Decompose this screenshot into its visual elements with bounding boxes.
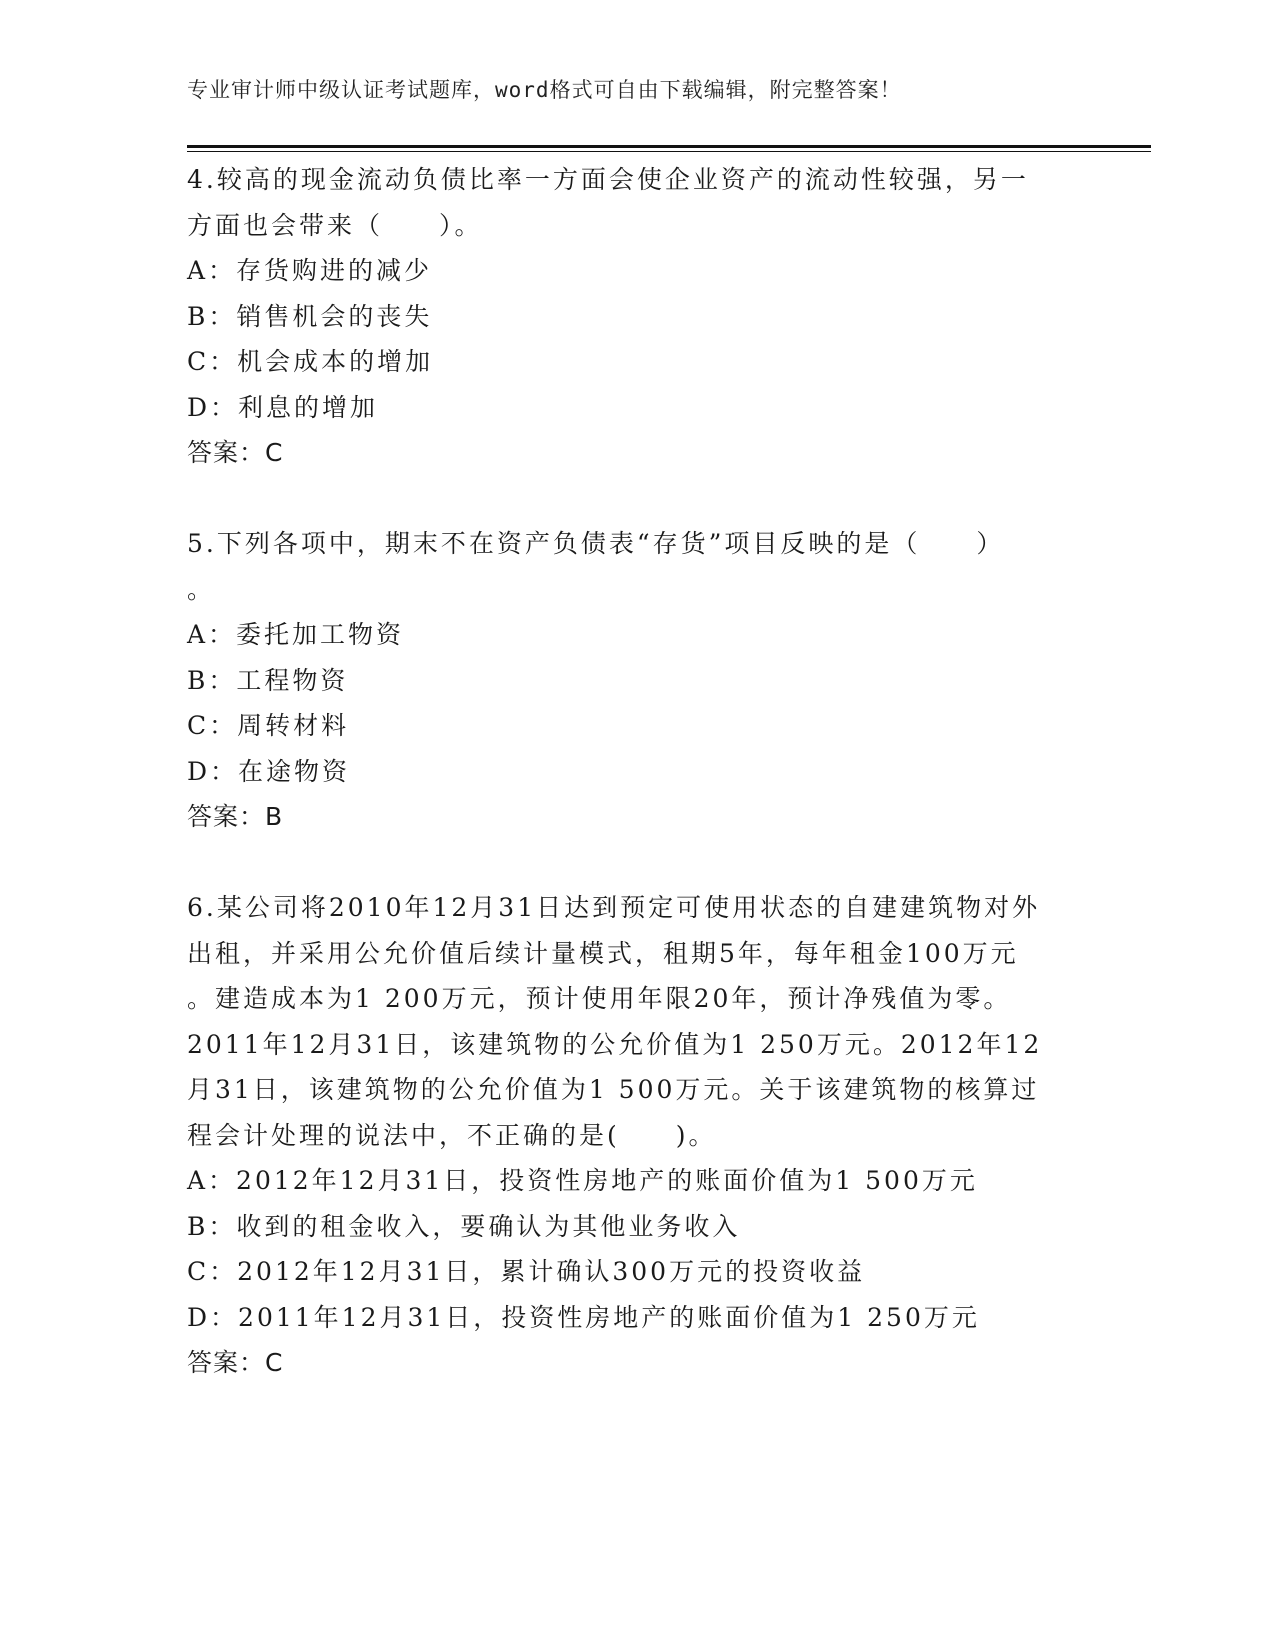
document-body	[187, 157, 1087, 1386]
question-stem-line: 6.某公司将2010年12月31日达到预定可使用状态的自建建筑物对外	[187, 893, 1041, 922]
question-stem-line: 程会计处理的说法中，不正确的是( )。	[187, 1120, 717, 1150]
question-stem-line: 出租，并采用公允价值后续计量模式，租期5年，每年租金100万元	[187, 938, 1019, 968]
question-stem-line: 。	[187, 574, 216, 604]
option-d: D：2011年12月31日，投资性房地产的账面价值为1 250万元	[187, 1302, 980, 1332]
option-b: B：工程物资	[187, 665, 349, 695]
question-5	[187, 521, 1087, 840]
question-stem-line: 2011年12月31日，该建筑物的公允价值为1 250万元。2012年12	[187, 1029, 1043, 1059]
answer: 答案：C	[187, 438, 284, 467]
option-b: B：销售机会的丧失	[187, 301, 433, 331]
answer: 答案：C	[187, 1348, 284, 1377]
spacer	[187, 476, 1087, 522]
option-d: D：利息的增加	[187, 392, 379, 422]
question-stem-line: 5.下列各项中，期末不在资产负债表“存货”项目反映的是（ ）	[187, 529, 1005, 558]
option-b: B：收到的租金收入，要确认为其他业务收入	[187, 1211, 741, 1241]
answer: 答案：B	[187, 802, 284, 831]
option-c: C：周转材料	[187, 711, 350, 740]
option-c: C：2012年12月31日，累计确认300万元的投资收益	[187, 1257, 866, 1286]
header-rule-thick	[187, 145, 1151, 148]
question-stem-line: 。建造成本为1 200万元，预计使用年限20年，预计净残值为零。	[187, 984, 1012, 1013]
spacer	[187, 840, 1087, 886]
header-rule-thin	[187, 151, 1151, 152]
question-stem-line: 方面也会带来（ ）。	[187, 210, 483, 240]
page-header: 专业审计师中级认证考试题库，word格式可自由下载编辑，附完整答案！	[187, 78, 902, 102]
question-stem-line: 4.较高的现金流动负债比率一方面会使企业资产的流动性较强，另一	[187, 165, 1029, 194]
question-4	[187, 157, 1087, 476]
option-d: D：在途物资	[187, 756, 351, 786]
question-stem-line: 月31日，该建筑物的公允价值为1 500万元。关于该建筑物的核算过	[187, 1075, 1040, 1104]
option-a: A：委托加工物资	[187, 620, 405, 649]
question-6	[187, 885, 1087, 1386]
option-c: C：机会成本的增加	[187, 347, 434, 376]
option-a: A：存货购进的减少	[187, 256, 433, 285]
option-a: A：2012年12月31日，投资性房地产的账面价值为1 500万元	[187, 1166, 978, 1195]
